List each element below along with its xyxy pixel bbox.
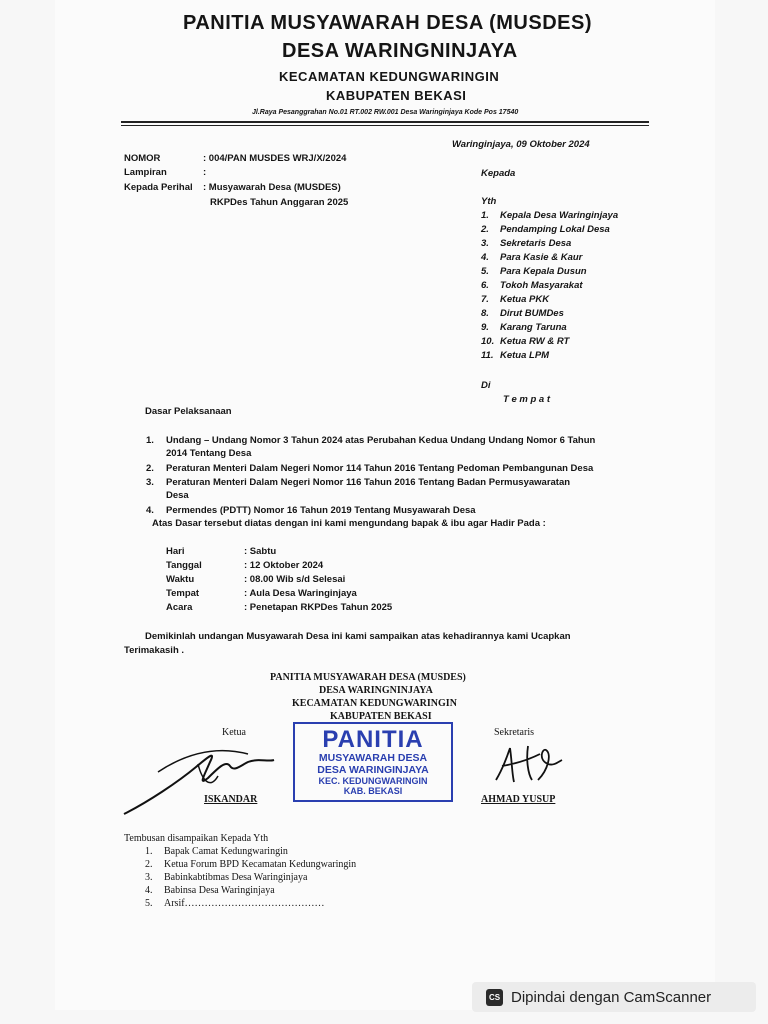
- panitia-stamp: [293, 722, 453, 802]
- recipient-number: 3.: [481, 238, 489, 249]
- recipient-kepada: Kepada: [481, 168, 516, 179]
- recipient-di: Di: [481, 380, 491, 391]
- schedule-label: Tanggal: [166, 560, 202, 571]
- dasar-item-line1: Peraturan Menteri Dalam Negeri Nomor 114 Tahun 2016 Tentang Pedoman Pembangunan Desa: [166, 463, 594, 474]
- stamp-line-1: PANITIA: [322, 726, 424, 753]
- recipient-number: 6.: [481, 280, 489, 291]
- header-line-3: KECAMATAN KEDUNGWARINGIN: [279, 69, 500, 84]
- dasar-item-line2: Desa: [166, 490, 189, 501]
- recipient-yth: Yth: [481, 196, 497, 207]
- sign-line-4: KABUPATEN BEKASI: [330, 711, 432, 722]
- tembusan-number: 3.: [145, 872, 153, 883]
- recipient-number: 9.: [481, 322, 489, 333]
- dasar-item-line2: 2014 Tentang Desa: [166, 448, 252, 459]
- schedule-value: : Penetapan RKPDes Tahun 2025: [244, 602, 393, 613]
- sign-line-1: PANITIA MUSYAWARAH DESA (MUSDES): [270, 672, 466, 683]
- meta-label-perihal: Kepada Perihal: [124, 182, 193, 193]
- intro-text: Atas Dasar tersebut diatas dengan ini kami mengundang bapak & ibu agar Hadir Pada :: [152, 518, 546, 529]
- dasar-number: 3.: [146, 477, 154, 488]
- recipient-item: Para Kasie & Kaur: [500, 252, 583, 263]
- recipient-item: Karang Taruna: [500, 322, 567, 333]
- sekretaris-name: AHMAD YUSUP: [481, 794, 556, 805]
- recipient-item: Dirut BUMDes: [500, 308, 564, 319]
- recipient-number: 2.: [481, 224, 489, 235]
- tembusan-item: Ketua Forum BPD Kecamatan Kedungwaringin: [164, 859, 357, 870]
- sign-line-3: KECAMATAN KEDUNGWARINGIN: [292, 698, 457, 709]
- recipient-number: 10.: [481, 336, 495, 347]
- meta-value-perihal: : Musyawarah Desa (MUSDES): [203, 182, 341, 193]
- tembusan-item: Arsif……………………………………: [164, 898, 325, 909]
- recipient-tempat: T e m p a t: [503, 394, 550, 405]
- ketua-label: Ketua: [222, 727, 246, 738]
- ketua-signature: [118, 732, 278, 822]
- recipient-number: 8.: [481, 308, 489, 319]
- sekretaris-signature: [488, 740, 568, 790]
- stamp-line-2: MUSYAWARAH DESA: [318, 752, 428, 764]
- dasar-number: 1.: [146, 435, 154, 446]
- closing-line-1: Demikinlah undangan Musyawarah Desa ini kami sampaikan atas kehadirannya kami Ucapkan: [145, 631, 571, 642]
- sekretaris-label: Sekretaris: [494, 727, 534, 738]
- recipient-number: 4.: [481, 252, 489, 263]
- camscanner-logo-icon: CS: [486, 989, 503, 1006]
- header-line-4: KABUPATEN BEKASI: [326, 88, 467, 103]
- tembusan-item: Bapak Camat Kedungwaringin: [164, 846, 288, 857]
- dasar-title: Dasar Pelaksanaan: [145, 406, 232, 417]
- stamp-line-4: KEC. KEDUNGWARINGIN: [318, 776, 428, 786]
- recipient-number: 7.: [481, 294, 489, 305]
- meta-value-lampiran: :: [203, 167, 207, 178]
- schedule-value: : 12 Oktober 2024: [244, 560, 324, 571]
- dasar-number: 2.: [146, 463, 154, 474]
- stamp-line-5: KAB. BEKASI: [343, 786, 403, 796]
- schedule-label: Waktu: [166, 574, 195, 585]
- schedule-label: Hari: [166, 546, 185, 557]
- header-address: Jl.Raya Pesanggrahan No.01 RT.002 RW.001 Desa Waringinjaya Kode Pos 17540: [252, 109, 519, 116]
- recipient-number: 1.: [481, 210, 489, 221]
- recipient-item: Kepala Desa Waringinjaya: [500, 210, 619, 221]
- camscanner-badge: [472, 982, 756, 1012]
- recipient-item: Ketua PKK: [500, 294, 550, 305]
- stamp-line-3: DESA WARINGINJAYA: [317, 764, 429, 776]
- dasar-item-line1: Undang – Undang Nomor 3 Tahun 2024 atas Perubahan Kedua Undang Undang Nomor 6 Tahun: [166, 435, 596, 446]
- schedule-value: : 08.00 Wib s/d Selesai: [244, 574, 346, 585]
- subject-line-2: RKPDes Tahun Anggaran 2025: [210, 197, 349, 208]
- recipient-item: Tokoh Masyarakat: [500, 280, 583, 291]
- camscanner-text: Dipindai dengan CamScanner: [511, 988, 712, 1006]
- schedule-value: : Sabtu: [244, 546, 277, 557]
- header-rule-thin: [121, 125, 649, 126]
- header-line-2: DESA WARINGNINJAYA: [282, 40, 518, 62]
- schedule-label: Tempat: [166, 588, 200, 599]
- meta-value-nomor: : 004/PAN MUSDES WRJ/X/2024: [203, 153, 347, 164]
- recipient-number: 5.: [481, 266, 489, 277]
- tembusan-number: 1.: [145, 846, 153, 857]
- tembusan-number: 2.: [145, 859, 153, 870]
- recipient-number: 11.: [481, 350, 494, 361]
- dasar-item-line1: Peraturan Menteri Dalam Negeri Nomor 116 Tahun 2016 Tentang Badan Permusyawaratan: [166, 477, 571, 488]
- tembusan-number: 5.: [145, 898, 153, 909]
- dasar-number: 4.: [146, 505, 154, 516]
- header-rule: [121, 121, 649, 123]
- tembusan-item: Babinkabtibmas Desa Waringinjaya: [164, 872, 308, 883]
- tembusan-number: 4.: [145, 885, 153, 896]
- meta-label-nomor: NOMOR: [124, 153, 161, 164]
- recipient-item: Ketua RW & RT: [500, 336, 570, 347]
- tembusan-title: Tembusan disampaikan Kepada Yth: [124, 833, 269, 844]
- meta-label-lampiran: Lampiran: [124, 167, 167, 178]
- place-date: Waringinjaya, 09 Oktober 2024: [452, 139, 590, 150]
- dasar-item-line1: Permendes (PDTT) Nomor 16 Tahun 2019 Tentang Musyawarah Desa: [166, 505, 476, 516]
- recipient-item: Sekretaris Desa: [500, 238, 572, 249]
- header-line-1: PANITIA MUSYAWARAH DESA (MUSDES): [183, 12, 592, 34]
- recipient-item: Para Kepala Dusun: [500, 266, 587, 277]
- schedule-value: : Aula Desa Waringinjaya: [244, 588, 357, 599]
- sign-line-2: DESA WARINGNINJAYA: [319, 685, 433, 696]
- tembusan-item: Babinsa Desa Waringinjaya: [164, 885, 275, 896]
- recipient-item: Ketua LPM: [500, 350, 550, 361]
- recipient-item: Pendamping Lokal Desa: [500, 224, 610, 235]
- ketua-name: ISKANDAR: [204, 794, 258, 805]
- closing-line-2: Terimakasih .: [124, 645, 185, 656]
- schedule-label: Acara: [166, 602, 193, 613]
